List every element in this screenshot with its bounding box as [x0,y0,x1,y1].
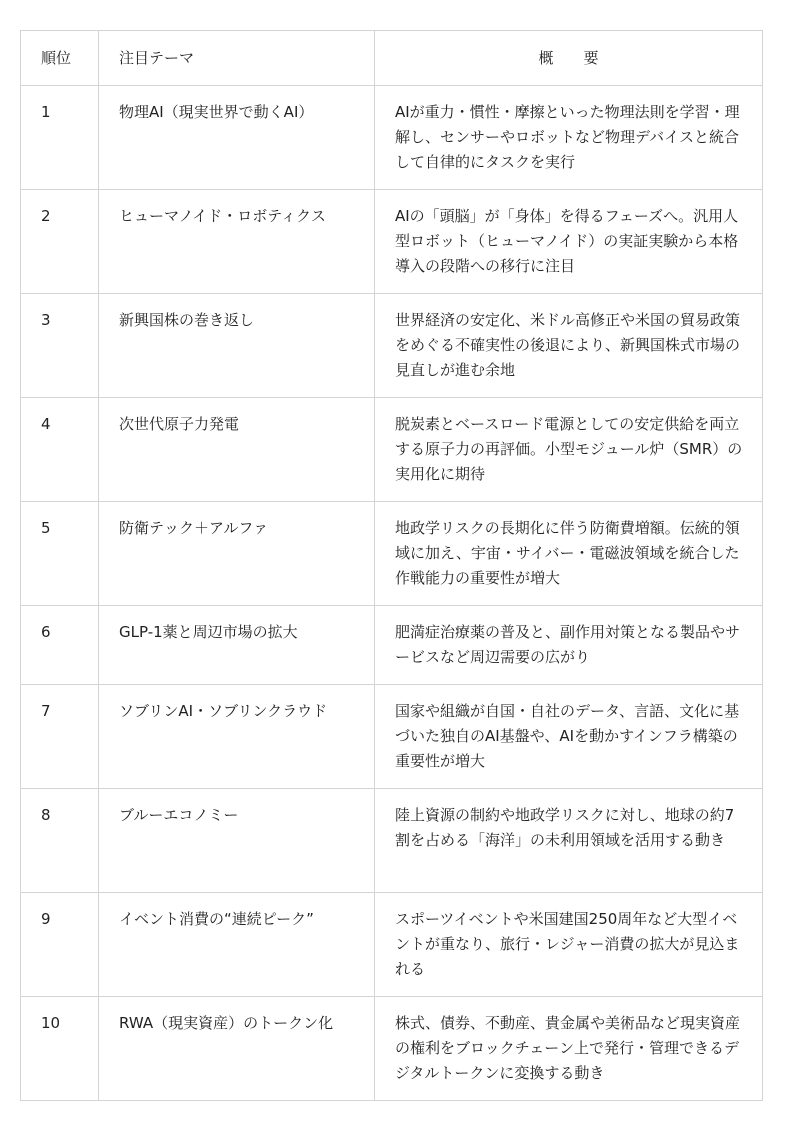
theme-cell: GLP-1薬と周辺市場の拡大 [99,606,375,685]
table-row [21,294,763,398]
header-rank: 順位 [21,31,99,86]
rank-cell: 1 [21,86,99,190]
theme-cell: 防衛テック＋アルファ [99,502,375,606]
theme-ranking-table-container [20,30,762,1101]
summary-cell: 陸上資源の制約や地政学リスクに対し、地球の約7割を占める「海洋」の未利用領域を活用する動き [375,789,763,893]
theme-cell: イベント消費の“連続ピーク” [99,893,375,997]
summary-cell: 株式、債券、不動産、貴金属や美術品など現実資産の権利をブロックチェーン上で発行・管理できるデジタルトークンに変換する動き [375,997,763,1101]
table-row [21,86,763,190]
table-header-row [21,31,763,86]
table-row [21,789,763,893]
table-row [21,606,763,685]
rank-cell: 2 [21,190,99,294]
theme-cell: RWA（現実資産）のトークン化 [99,997,375,1101]
theme-cell: 新興国株の巻き返し [99,294,375,398]
theme-cell: 物理AI（現実世界で動くAI） [99,86,375,190]
summary-cell: 肥満症治療薬の普及と、副作用対策となる製品やサービスなど周辺需要の広がり [375,606,763,685]
summary-cell: スポーツイベントや米国建国250周年など大型イベントが重なり、旅行・レジャー消費の拡大が見込まれる [375,893,763,997]
summary-cell: 地政学リスクの長期化に伴う防衛費増額。伝統的領域に加え、宇宙・サイバー・電磁波領域を統合した作戦能力の重要性が増大 [375,502,763,606]
table-row [21,685,763,789]
summary-cell: AIの「頭脳」が「身体」を得るフェーズへ。汎用人型ロボット（ヒューマノイド）の実証実験から本格導入の段階への移行に注目 [375,190,763,294]
table-row [21,190,763,294]
rank-cell: 7 [21,685,99,789]
table-row [21,997,763,1101]
summary-cell: 世界経済の安定化、米ドル高修正や米国の貿易政策をめぐる不確実性の後退により、新興国株式市場の見直しが進む余地 [375,294,763,398]
table-row [21,502,763,606]
theme-cell: ソブリンAI・ソブリンクラウド [99,685,375,789]
summary-cell: 国家や組織が自国・自社のデータ、言語、文化に基づいた独自のAI基盤や、AIを動かすインフラ構築の重要性が増大 [375,685,763,789]
rank-cell: 8 [21,789,99,893]
rank-cell: 4 [21,398,99,502]
table-row [21,398,763,502]
theme-cell: ヒューマノイド・ロボティクス [99,190,375,294]
theme-ranking-table [20,30,763,1101]
rank-cell: 9 [21,893,99,997]
rank-cell: 6 [21,606,99,685]
header-summary: 概 要 [375,31,763,86]
rank-cell: 10 [21,997,99,1101]
summary-cell: AIが重力・慣性・摩擦といった物理法則を学習・理解し、センサーやロボットなど物理デバイスと統合して自律的にタスクを実行 [375,86,763,190]
theme-cell: 次世代原子力発電 [99,398,375,502]
summary-cell: 脱炭素とベースロード電源としての安定供給を両立する原子力の再評価。小型モジュール炉（SMR）の実用化に期待 [375,398,763,502]
table-row [21,893,763,997]
rank-cell: 3 [21,294,99,398]
theme-cell: ブルーエコノミー [99,789,375,893]
header-theme: 注目テーマ [99,31,375,86]
rank-cell: 5 [21,502,99,606]
